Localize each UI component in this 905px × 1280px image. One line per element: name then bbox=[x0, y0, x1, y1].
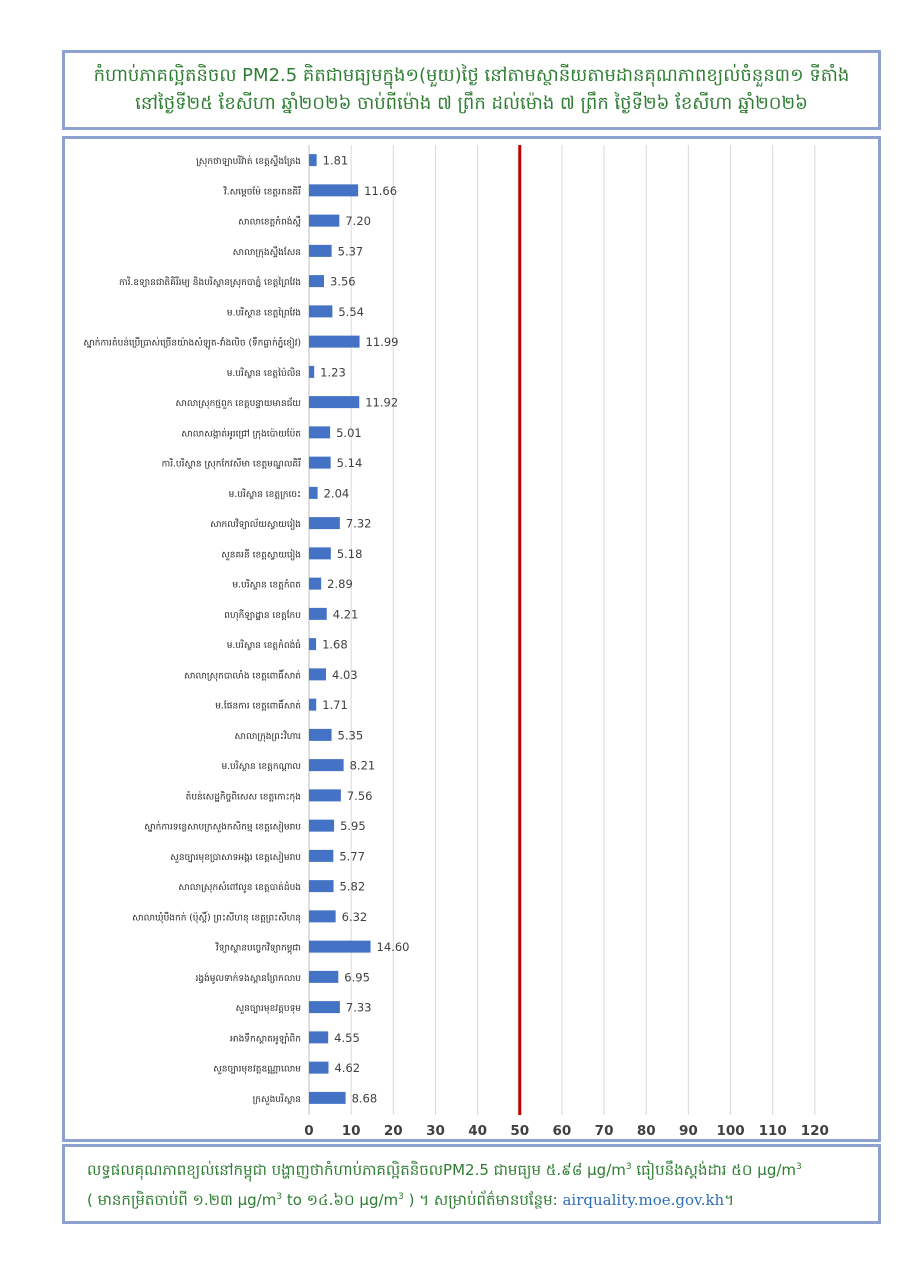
bar-1 bbox=[309, 184, 358, 196]
bar-value-label-30: 4.62 bbox=[334, 1061, 361, 1076]
category-label-12: សាកលវិទ្យាល័យស្វាយរៀង bbox=[210, 520, 301, 531]
x-tick-label-3: 30 bbox=[426, 1123, 445, 1139]
x-tick-label-5: 50 bbox=[510, 1123, 530, 1139]
bar-value-label-17: 4.03 bbox=[331, 667, 358, 682]
category-label-7: ម.បរិស្ថាន ខេត្តប៉ៃលិន bbox=[226, 368, 301, 379]
chart-title-line-2: នៅថ្ងៃទី២៥ ខែសីហា ឆ្នាំ២០២៦ ចាប់ពីម៉ោង ៧ ព្រឹក ដល់ម៉ោង ៧ ព្រឹក ថ្ងៃទី២៦ ខែសីហា ឆ្នាំ២០២៦ bbox=[135, 93, 808, 114]
category-label-11: ម.បរិស្ថាន ខេត្តក្រចេះ bbox=[228, 489, 301, 500]
category-label-10: ការិ.បរិស្ថាន ស្រុកកែវសីមា ខេត្តមណ្ឌលគិរី bbox=[161, 459, 301, 470]
category-label-14: ម.បរិស្ថាន ខេត្តកំពត bbox=[232, 580, 301, 591]
bar-value-label-28: 7.33 bbox=[345, 1000, 372, 1015]
bar-5 bbox=[309, 305, 332, 317]
bar-value-label-22: 5.95 bbox=[340, 819, 366, 834]
bar-value-label-0: 1.81 bbox=[322, 153, 349, 168]
x-tick-label-6: 60 bbox=[552, 1123, 572, 1139]
bar-16 bbox=[309, 638, 316, 650]
category-label-18: ម.ផែនការ ខេត្តពោធិ៍សាត់ bbox=[215, 701, 301, 712]
category-label-15: ពហុកីឡាដ្ឋាន ខេត្តកែប bbox=[224, 610, 301, 621]
bar-value-label-3: 5.37 bbox=[337, 244, 364, 259]
x-tick-label-11: 110 bbox=[758, 1123, 787, 1139]
bar-value-label-29: 4.55 bbox=[334, 1030, 360, 1045]
bar-17 bbox=[309, 668, 326, 680]
bar-20 bbox=[309, 759, 344, 771]
bar-value-label-5: 5.54 bbox=[338, 304, 364, 319]
bar-value-label-6: 11.99 bbox=[365, 335, 399, 350]
category-label-24: សាលាស្រុកសំពៅលូន ខេត្តបាត់ដំបង bbox=[178, 883, 301, 894]
bar-6 bbox=[309, 336, 360, 348]
category-label-29: អាងទឹកស្តាតអូឡាំពិក bbox=[230, 1034, 301, 1045]
category-label-16: ម.បរិស្ថាន ខេត្តកំពង់ធំ bbox=[226, 641, 301, 652]
bar-value-label-1: 11.66 bbox=[364, 183, 398, 198]
summary-text-1a: លទ្ធផលគុណភាពខ្យល់នៅកម្ពុជា បង្ហាញថាកំហាប់ភាគល្អិតនិចលPM2.5 ជាមធ្យម ៥.៩៨ μg/m bbox=[87, 1161, 626, 1179]
bar-22 bbox=[309, 820, 334, 832]
x-tick-label-4: 40 bbox=[468, 1123, 488, 1139]
summary-line-2 bbox=[87, 1184, 734, 1214]
bar-28 bbox=[309, 1001, 340, 1013]
bar-24 bbox=[309, 880, 334, 892]
summary-text-2b: to ១៤.៦០ μg/m bbox=[282, 1191, 399, 1209]
category-label-27: រង្វង់មូលទាក់ទងស្ពានព្រែកលាប bbox=[195, 973, 301, 984]
bar-value-label-13: 5.18 bbox=[336, 546, 363, 561]
pm25-bar-chart bbox=[65, 139, 878, 1139]
summary-sup-1a: 3 bbox=[625, 1162, 632, 1172]
category-label-23: សួនច្បារមុខប្រាសាទអង្គរ ខេត្តសៀមរាប bbox=[170, 852, 301, 863]
summary-text-2d: ។ bbox=[724, 1191, 735, 1209]
bar-value-label-18: 1.71 bbox=[322, 698, 348, 713]
chart-panel bbox=[62, 136, 881, 1142]
bar-27 bbox=[309, 971, 338, 983]
category-label-4: ការិ.ឧទ្យានជាតិគិរីរម្យ និងបរិស្ថានស្រុកបាភ្នំ ខេត្តព្រៃវែង bbox=[119, 278, 301, 289]
x-tick-label-2: 20 bbox=[383, 1123, 403, 1139]
category-label-17: សាលាស្រុកបាលាំង ខេត្តពោធិ៍សាត់ bbox=[184, 671, 301, 682]
bar-value-label-2: 7.20 bbox=[345, 214, 371, 229]
category-label-13: សួនគរនី ខេត្តស្វាយរៀង bbox=[221, 550, 301, 561]
bar-2 bbox=[309, 215, 339, 227]
summary-sup-2a: 3 bbox=[276, 1192, 283, 1202]
bar-value-label-24: 5.82 bbox=[339, 879, 366, 894]
bar-14 bbox=[309, 578, 321, 590]
category-label-26: វិទ្យាស្ថានបច្ចេកវិទ្យាកម្ពុជា bbox=[215, 943, 301, 954]
summary-panel bbox=[62, 1144, 881, 1224]
summary-sup-2b: 3 bbox=[398, 1192, 404, 1202]
chart-title-line-1: កំហាប់ភាគល្អិតនិចល PM2.5 គិតជាមធ្យមក្នុង១(មួយ)ថ្ងៃ នៅតាមស្ថានីយតាមដានគុណភាពខ្យល់ចំនួន៣១ ទីតាំង bbox=[93, 65, 850, 86]
category-label-25: សាលាឃុំបឹងកក់ (ប៉ុស្តិ៍) ព្រះសីហនុ ខេត្តព្រះសីហនុ bbox=[132, 913, 301, 924]
category-label-1: វិ.សម្តេចម៉ែ ខេត្តរតនគិរី bbox=[223, 187, 301, 198]
category-label-9: សាលាសង្កាត់អូរជ្រៅ ក្រុងប៉ោយប៉ែត bbox=[181, 429, 301, 440]
bar-12 bbox=[309, 517, 340, 529]
x-tick-label-7: 70 bbox=[594, 1123, 614, 1139]
bar-value-label-15: 4.21 bbox=[332, 607, 359, 622]
bar-value-label-20: 8.21 bbox=[349, 758, 376, 773]
title-panel bbox=[62, 50, 881, 130]
bar-29 bbox=[309, 1031, 328, 1043]
bar-13 bbox=[309, 547, 331, 559]
category-label-0: ស្រុកថាឡាបរិវ៉ាត់ ខេត្តស្ទឹងត្រែង bbox=[196, 157, 301, 168]
bar-25 bbox=[309, 910, 336, 922]
bar-value-label-10: 5.14 bbox=[336, 456, 363, 471]
x-tick-label-10: 100 bbox=[716, 1123, 745, 1139]
category-label-8: សាលាស្រុកថ្មពួក ខេត្តបន្ទាយមានជ័យ bbox=[175, 399, 301, 410]
summary-text-1b: ធៀបនឹងស្តង់ដារ ៥០ μg/m bbox=[631, 1161, 797, 1179]
category-label-2: សាលាខេត្តកំពង់ស្ពឺ bbox=[238, 217, 301, 228]
bar-value-label-19: 5.35 bbox=[337, 728, 364, 743]
category-label-6: ស្នាក់ការតំបន់ប្រើប្រាស់ច្រើនយ៉ាងសំឡូត-វាំងលិច (ទឹកធ្លាក់ភ្នំខៀវ) bbox=[83, 338, 301, 349]
category-label-30: សួនច្បារមុខវត្តឧណ្ណាលោម bbox=[213, 1064, 301, 1075]
bar-8 bbox=[309, 396, 359, 408]
bar-26 bbox=[309, 941, 371, 953]
category-label-22: ស្នាក់ការទន្លេសាបក្រសួងកសិកម្ម ខេត្តសៀមរាប bbox=[144, 822, 301, 833]
bar-value-label-4: 3.56 bbox=[330, 274, 356, 289]
bar-value-label-14: 2.89 bbox=[327, 577, 353, 592]
bar-23 bbox=[309, 850, 333, 862]
bar-value-label-16: 1.68 bbox=[322, 637, 348, 652]
bar-18 bbox=[309, 699, 316, 711]
bar-31 bbox=[309, 1092, 346, 1104]
bar-11 bbox=[309, 487, 318, 499]
category-label-19: សាលាក្រុងព្រះវិហារ bbox=[234, 731, 301, 742]
summary-sup-1b: 3 bbox=[796, 1162, 802, 1172]
bar-value-label-27: 6.95 bbox=[344, 970, 370, 985]
bar-21 bbox=[309, 789, 341, 801]
category-label-28: សួនច្បារមុខវត្តបទុម bbox=[235, 1004, 301, 1015]
category-label-21: តំបន់សេដ្ឋកិច្ចពិសេស ខេត្តកោះកុង bbox=[185, 792, 301, 803]
x-tick-label-0: 0 bbox=[304, 1123, 314, 1139]
bar-value-label-12: 7.32 bbox=[345, 516, 372, 531]
category-label-3: សាលាក្រុងស្ទឹងសែន bbox=[232, 247, 301, 258]
bar-10 bbox=[309, 457, 331, 469]
bar-value-label-21: 7.56 bbox=[346, 788, 373, 803]
bar-value-label-25: 6.32 bbox=[341, 909, 368, 924]
bar-30 bbox=[309, 1062, 328, 1074]
category-label-5: ម.បរិស្ថាន ខេត្តព្រៃវែង bbox=[226, 308, 301, 319]
summary-text-2a: ( មានកម្រិតចាប់ពី ១.២៣ μg/m bbox=[87, 1191, 277, 1209]
bar-7 bbox=[309, 366, 314, 378]
category-label-20: ម.បរិស្ថាន ខេត្តកណ្តាល bbox=[221, 762, 301, 773]
x-tick-label-1: 10 bbox=[341, 1123, 361, 1139]
bar-value-label-26: 14.60 bbox=[376, 940, 410, 955]
x-tick-label-8: 80 bbox=[636, 1123, 656, 1139]
bar-19 bbox=[309, 729, 332, 741]
bar-value-label-8: 11.92 bbox=[365, 395, 399, 410]
bar-0 bbox=[309, 154, 317, 166]
bar-value-label-23: 5.77 bbox=[339, 849, 365, 864]
bar-value-label-31: 8.68 bbox=[351, 1091, 378, 1106]
bar-value-label-11: 2.04 bbox=[323, 486, 350, 501]
bar-value-label-9: 5.01 bbox=[336, 425, 362, 440]
summary-line-1 bbox=[87, 1154, 802, 1184]
bar-9 bbox=[309, 426, 330, 438]
summary-text-2c: ) ។ សម្រាប់ព័ត៌មានបន្ថែម: bbox=[403, 1191, 563, 1209]
bar-3 bbox=[309, 245, 332, 257]
bar-value-label-7: 1.23 bbox=[320, 365, 346, 380]
category-label-31: ក្រសួងបរិស្ថាន bbox=[252, 1094, 301, 1105]
x-tick-label-9: 90 bbox=[678, 1123, 698, 1139]
bar-4 bbox=[309, 275, 324, 287]
airquality-link[interactable]: airquality.moe.gov.kh bbox=[562, 1191, 725, 1209]
bar-15 bbox=[309, 608, 327, 620]
x-tick-label-12: 120 bbox=[800, 1123, 829, 1139]
